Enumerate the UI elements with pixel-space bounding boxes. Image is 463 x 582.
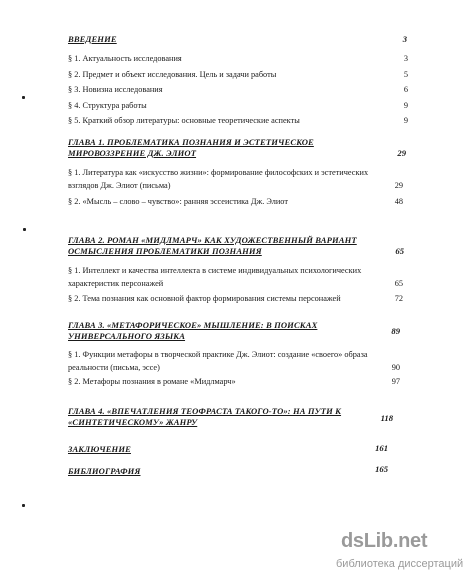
toc-page-number: 72	[394, 294, 403, 303]
toc-chapter-1-item-1-line1[interactable]: § 1. Литература как «искусство жизни»: формирование философских и эстетических	[68, 168, 369, 177]
toc-page-number: 9	[403, 116, 408, 125]
toc-chapter-3-title-line1[interactable]: ГЛАВА 3. «МЕТАФОРИЧЕСКОЕ» МЫШЛЕНИЕ: В ПОИСКАХ	[68, 320, 318, 330]
toc-page-number: 29	[394, 181, 403, 190]
toc-chapter-3-title-line2[interactable]: УНИВЕРСАЛЬНОГО ЯЗЫКА	[68, 331, 186, 341]
toc-page-number: 65	[394, 279, 403, 288]
toc-chapter-1-item-2[interactable]: § 2. «Мысль – слово – чувство»: ранняя эссеистика Дж. Элиот	[68, 197, 288, 206]
toc-intro-item[interactable]: § 1. Актуальность исследования	[68, 54, 182, 63]
toc-bibliography-page: 165	[375, 464, 388, 474]
toc-page-number: 97	[391, 377, 400, 386]
toc-chapter-1-title-line1[interactable]: ГЛАВА 1. ПРОБЛЕМАТИКА ПОЗНАНИЯ И ЭСТЕТИЧЕСКОЕ	[68, 137, 314, 147]
toc-chapter-1-page: 29	[397, 148, 406, 158]
toc-chapter-2-title-line2[interactable]: ОСМЫСЛЕНИЯ ПРОБЛЕМАТИКИ ПОЗНАНИЯ	[68, 246, 262, 256]
toc-chapter-3-item-1-line2[interactable]: реальности (письма, эссе)	[68, 363, 160, 372]
toc-intro-item[interactable]: § 2. Предмет и объект исследования. Цель и задачи работы	[68, 70, 277, 79]
scan-speck	[22, 504, 25, 507]
toc-page-number: 9	[403, 101, 408, 110]
toc-intro-page: 3	[402, 34, 407, 44]
toc-page-number: 48	[394, 197, 403, 206]
toc-chapter-3-item-2[interactable]: § 2. Метафоры познания в романе «Мидлмарч»	[68, 377, 236, 386]
toc-chapter-2-item-2[interactable]: § 2. Тема познания как основной фактор формирования системы персонажей	[68, 294, 341, 303]
toc-page-number: 5	[403, 70, 408, 79]
scan-speck	[23, 228, 26, 231]
toc-page-number: 90	[391, 363, 400, 372]
toc-chapter-1-title-line2[interactable]: МИРОВОЗЗРЕНИЕ ДЖ. ЭЛИОТ	[68, 148, 197, 158]
toc-chapter-4-title-line1[interactable]: ГЛАВА 4. «ВПЕЧАТЛЕНИЯ ТЕОФРАСТА ТАКОГО-ТО»: НА ПУТИ К	[68, 406, 342, 416]
toc-chapter-2-item-1-line2[interactable]: характеристик персонажей	[68, 279, 164, 288]
toc-page-number: 3	[403, 54, 408, 63]
toc-chapter-2-item-1-line1[interactable]: § 1. Интеллект и качества интеллекта в системе индивидуальных психологических	[68, 266, 362, 275]
toc-conclusion-title[interactable]: ЗАКЛЮЧЕНИЕ	[68, 444, 131, 454]
toc-conclusion-page: 161	[375, 443, 388, 453]
toc-chapter-3-item-1-line1[interactable]: § 1. Функции метафоры в творческой практике Дж. Элиот: создание «своего» образа	[68, 350, 368, 359]
dslib-logo: dsLib.net	[341, 530, 428, 552]
toc-chapter-2-title-line1[interactable]: ГЛАВА 2. РОМАН «МИДЛМАРЧ» КАК ХУДОЖЕСТВЕННЫЙ ВАРИАНТ	[68, 235, 357, 245]
toc-chapter-4-title-line2[interactable]: «СИНТЕТИЧЕСКОМУ» ЖАНРУ	[68, 417, 198, 427]
toc-page-number: 6	[403, 85, 408, 94]
toc-intro-title[interactable]: ВВЕДЕНИЕ	[68, 34, 117, 44]
dslib-tagline: библиотека диссертаций	[336, 558, 463, 570]
toc-chapter-4-page: 118	[380, 413, 393, 423]
toc-intro-item[interactable]: § 5. Краткий обзор литературы: основные теоретические аспекты	[68, 116, 300, 125]
toc-chapter-2-page: 65	[395, 246, 404, 256]
toc-intro-item[interactable]: § 4. Структура работы	[68, 101, 147, 110]
toc-bibliography-title[interactable]: БИБЛИОГРАФИЯ	[68, 466, 141, 476]
toc-chapter-3-page: 89	[391, 326, 400, 336]
toc-intro-item[interactable]: § 3. Новизна исследования	[68, 85, 163, 94]
toc-chapter-1-item-1-line2[interactable]: взглядов Дж. Элиот (письма)	[68, 181, 171, 190]
scan-speck	[22, 96, 25, 99]
